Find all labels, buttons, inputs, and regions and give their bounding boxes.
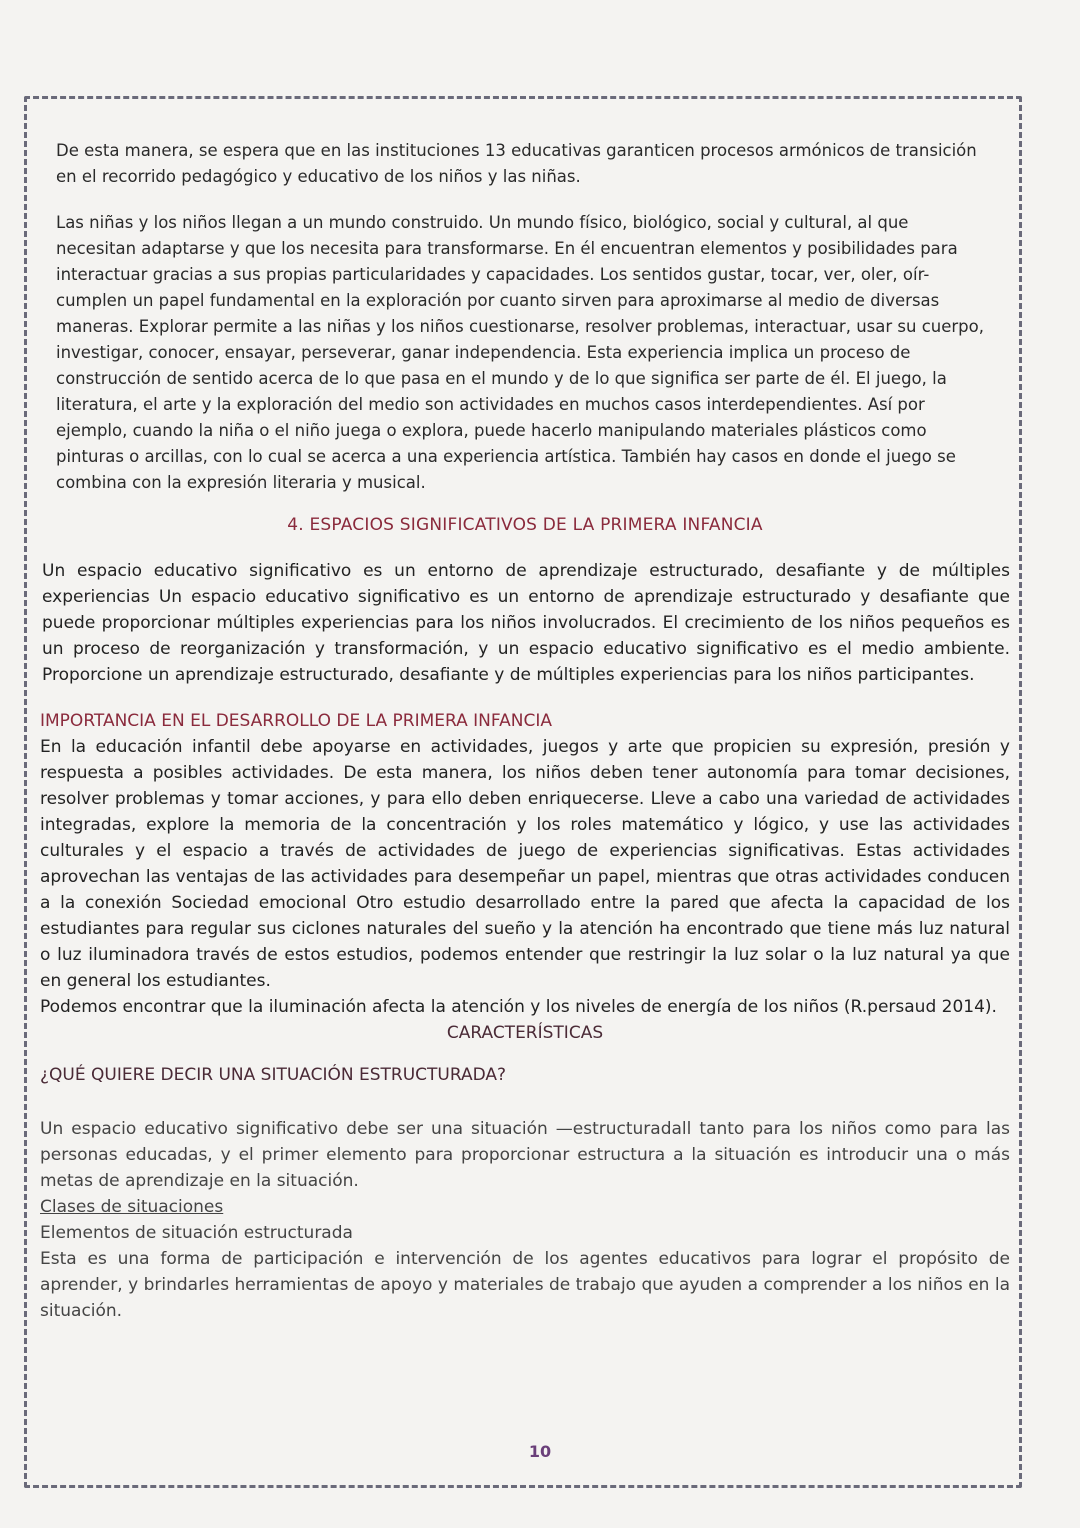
section-4-title: 4. ESPACIOS SIGNIFICATIVOS DE LA PRIMERA INFANCIA [287,515,763,535]
paragraph-mundo: Las niñas y los niños llegan a un mundo construido. Un mundo físico, biológico, social y cultural, al que necesitan adaptarse y que los necesita para transformarse. En él encuentran elementos y posibilidades para interactuar gracias a sus propias particularidades y capacidades. Los sentidos gustar, tocar, ver, oler, oír- cumplen un papel fundamental en la exploración por cuanto sirven para aproximarse al medio de diversas maneras. Explorar permite a las niñas y los niños cuestionarse, resolver problemas, interactuar, usar su cuerpo, investigar, conocer, ensayar, perseverar, ganar independencia. Esta experiencia implica un proceso de construcción de sentido acerca de lo que pasa en el mundo y de lo que significa ser parte de él. El juego, la literatura, el arte y la exploración del medio son actividades en muchos casos interdependientes. Así por ejemplo, cuando la niña o el niño juega o explora, puede hacerlo manipulando materiales plásticos como pinturas o arcillas, con lo cual se acerca a una experiencia artística. También hay casos en donde el juego se combina con la expresión literaria y musical. [56,213,984,492]
paragraph-espacio: Un espacio educativo significativo es un entorno de aprendizaje estructurado, desafiante y de múltiples experiencias Un espacio educativo significativo es un entorno de aprendizaje estructurado y desafiante que puede proporcionar múltiples experiencias para los niños involucrados. El crecimiento de los niños pequeños es un proceso de reorganización y transformación, y un espacio educativo significativo es el medio ambiente. Proporcione un aprendizaje estructurado, desafiante y de múltiples experiencias para los niños participantes. [42,561,1010,685]
document-body [40,138,1010,1324]
question-heading: ¿QUÉ QUIERE DECIR UNA SITUACIÓN ESTRUCTURADA? [40,1065,507,1085]
intro-paragraph: De esta manera, se espera que en las instituciones 13 educativas garanticen procesos armónicos de transición en el recorrido pedagógico y educativo de los niños y las niñas. [56,141,977,186]
paragraph-participacion: Esta es una forma de participación e intervención de los agentes educativos para lograr el propósito de aprender, y brindarles herramientas de apoyo y materiales de trabajo que ayuden a comprender a los niños en la situación. [40,1249,1010,1321]
paragraph-situacion: Un espacio educativo significativo debe ser una situación —estructuradall tanto para los niños como para las personas educadas, y el primer elemento para proporcionar estructura a la situación es introducir una o más metas de aprendizaje en la situación. [40,1119,1010,1191]
clases-link: Clases de situaciones [40,1197,224,1217]
importancia-heading: IMPORTANCIA EN EL DESARROLLO DE LA PRIMERA INFANCIA [40,711,552,731]
paragraph-importancia: En la educación infantil debe apoyarse en actividades, juegos y arte que propicien su expresión, presión y respuesta a posibles actividades. De esta manera, los niños deben tener autonomía para tomar decisiones, resolver problemas y tomar acciones, y para ello deben enriquecerse. Lleve a cabo una variedad de actividades integradas, explore la memoria de la concentración y los roles matemático y lógico, y use las actividades culturales y el espacio a través de actividades de juego de experiencias significativas. Estas actividades aprovechan las ventajas de las actividades para desempeñar un papel, mientras que otras actividades conducen a la conexión Sociedad emocional Otro estudio desarrollado entre la pared que afecta la capacidad de los estudiantes para regular sus ciclones naturales del sueño y la atención ha encontrado que tiene más luz natural o luz iluminadora través de estos estudios, podemos entender que restringir la luz solar o la luz natural ya que en general los estudiantes. [40,737,1010,991]
paragraph-iluminacion: Podemos encontrar que la iluminación afecta la atención y los niveles de energía de los niños (R.persaud 2014). [40,997,997,1017]
elementos-line: Elementos de situación estructurada [40,1223,353,1243]
page-number: 10 [528,1442,552,1461]
caracteristicas-heading: CARACTERÍSTICAS [446,1023,604,1043]
